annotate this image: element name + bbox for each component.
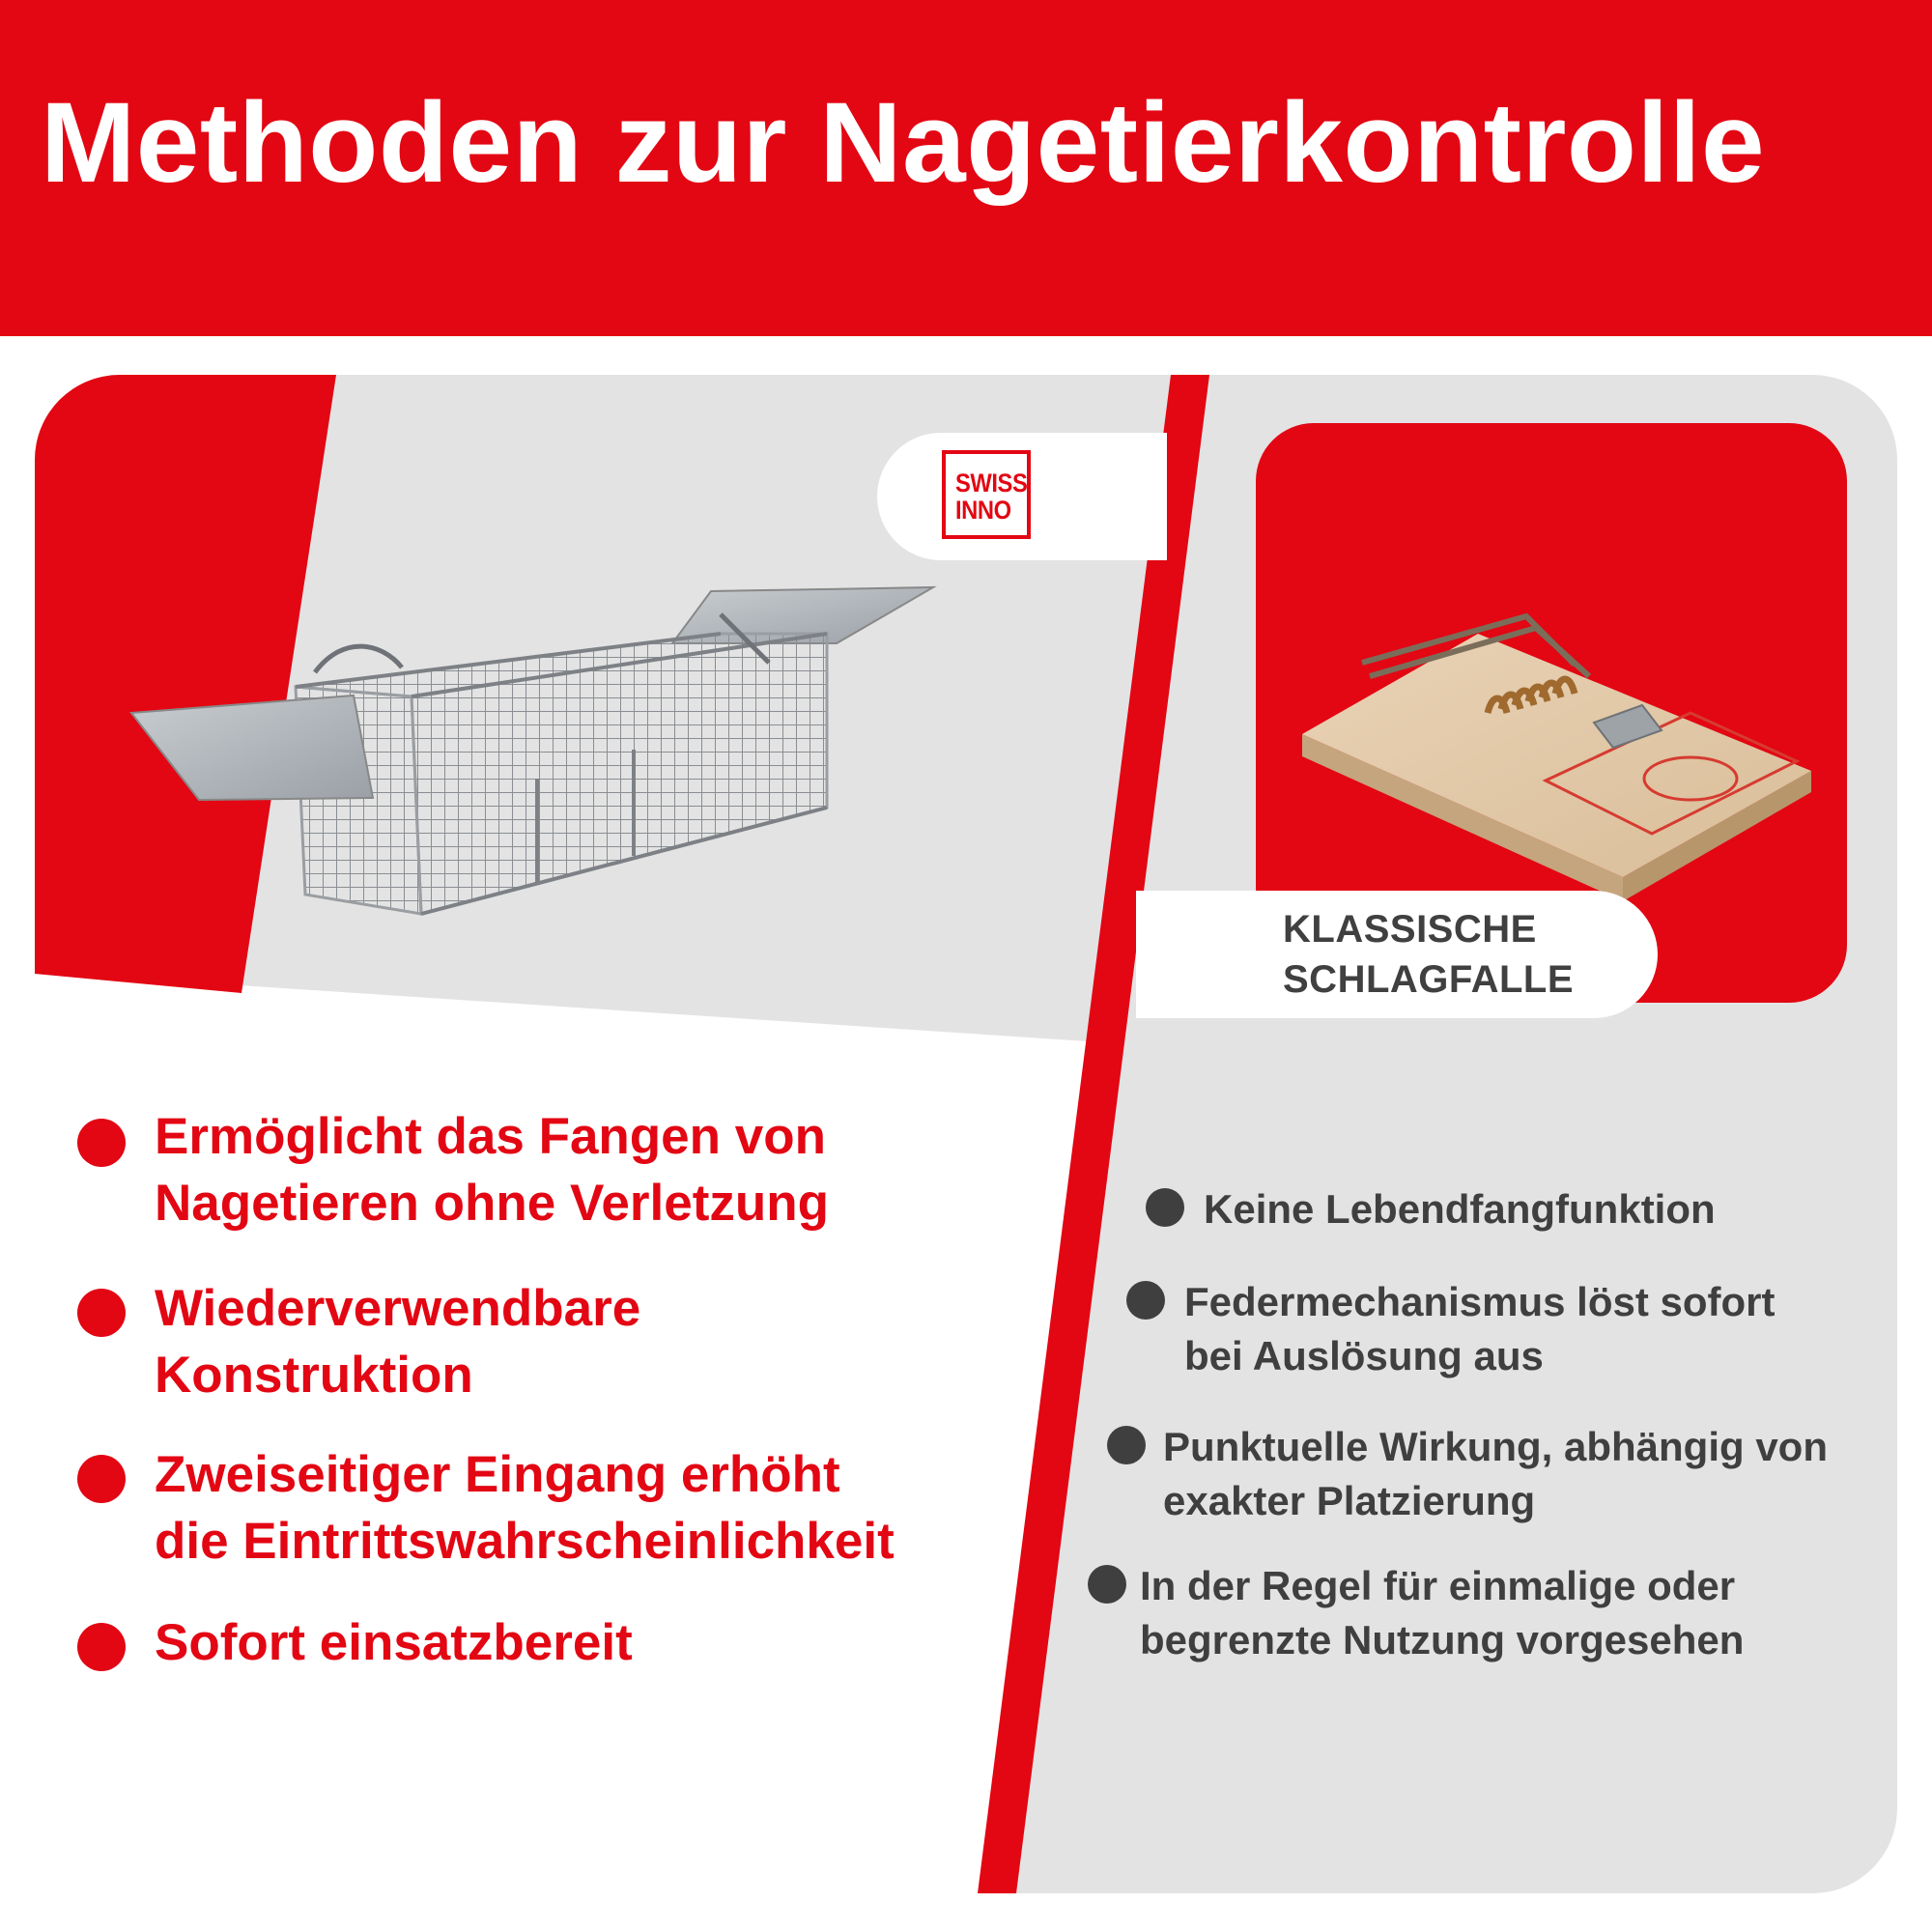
- swiss-inno-logo: [942, 450, 1031, 539]
- right-feature-4: In der Regel für einmalige oder begrenzte Nutzung vorgesehen: [1140, 1563, 1745, 1662]
- bullet-dot-icon: [1146, 1188, 1184, 1227]
- comparison-card: [35, 375, 1897, 1893]
- left-feature-3: Zweiseitiger Eingang erhöht die Eintrittswahrscheinlichkeit: [155, 1446, 895, 1570]
- bullet-dot-icon: [77, 1455, 126, 1503]
- left-feature-4: Sofort einsatzbereit: [155, 1614, 633, 1671]
- trap-label-line2: SCHLAGFALLE: [1283, 958, 1575, 1001]
- bullet-dot-icon: [77, 1623, 126, 1671]
- left-feature-1: Ermöglicht das Fangen von Nagetieren ohne Verletzung: [155, 1108, 829, 1232]
- page-title: Methoden zur Nagetierkontrolle: [41, 79, 1766, 207]
- bullet-dot-icon: [1088, 1565, 1126, 1604]
- right-feature-1: Keine Lebendfangfunktion: [1204, 1186, 1716, 1232]
- right-feature-2: Federmechanismus löst sofort bei Auslösung aus: [1184, 1279, 1776, 1378]
- live-cage-trap-image: [93, 576, 981, 943]
- trap-type-label: [1283, 904, 1574, 1005]
- bullet-dot-icon: [1107, 1426, 1146, 1464]
- logo-line2: INNO: [955, 496, 1011, 525]
- left-feature-2: Wiederverwendbare Konstruktion: [155, 1280, 641, 1404]
- trap-label-line1: KLASSISCHE: [1283, 908, 1537, 951]
- logo-line1: SWISS: [955, 469, 1028, 497]
- header-banner: [0, 0, 1932, 336]
- bullet-dot-icon: [77, 1119, 126, 1167]
- bullet-dot-icon: [1126, 1281, 1165, 1320]
- right-feature-3: Punktuelle Wirkung, abhängig von exakter Platzierung: [1163, 1424, 1828, 1523]
- bullet-dot-icon: [77, 1289, 126, 1337]
